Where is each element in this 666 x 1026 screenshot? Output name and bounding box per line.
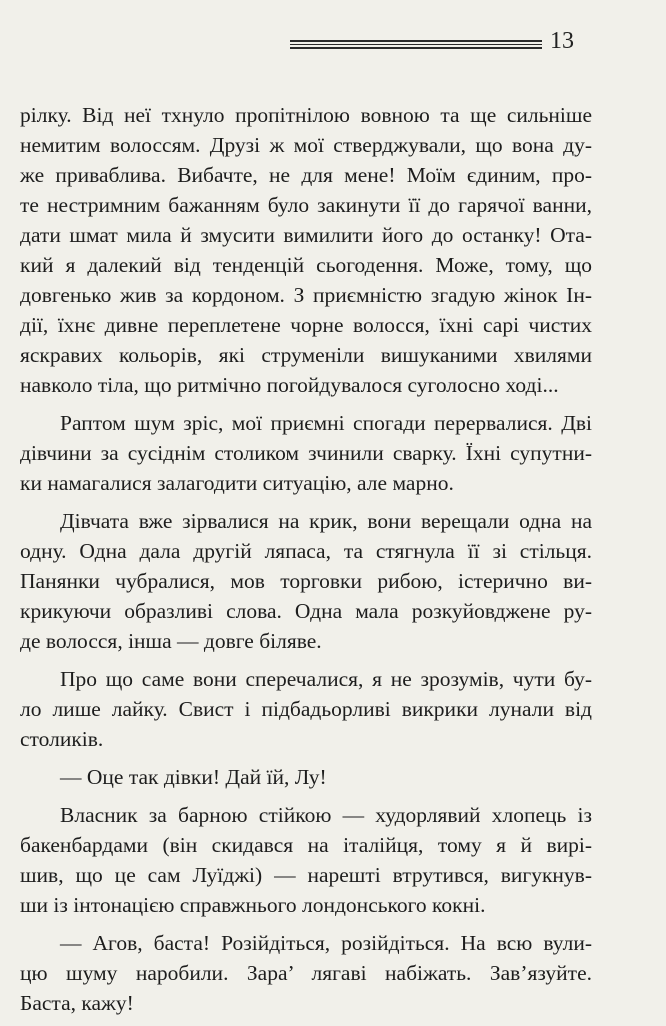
text-line: немитим волоссям. Друзі ж мої стверджували, що вона ду- [20, 133, 592, 157]
page-header [290, 24, 590, 64]
text-line: ки намагалися залагодити ситуацію, але марно. [20, 471, 454, 495]
text-line: навколо тіла, що ритмічно погойдувалося суголосно ході... [20, 373, 559, 397]
paragraph [20, 800, 592, 920]
text-line: столиків. [20, 727, 104, 751]
paragraph [20, 762, 592, 792]
paragraph [20, 408, 592, 498]
text-line: цю шуму наробили. Зара’ лягаві набіжать. Зав’язуйте. [20, 961, 592, 985]
text-line: — Оце так дівки! Дай їй, Лу! [60, 765, 327, 789]
header-rule-line [290, 44, 542, 45]
header-rule [290, 40, 542, 51]
text-line: шив, що це сам Луїджі) — нарешті втрутився, вигукнув- [20, 863, 592, 887]
paragraph [20, 664, 592, 754]
text-line: Панянки чубралися, мов торговки рибою, істерично ви- [20, 569, 592, 593]
text-line: — Агов, баста! Розійдіться, розійдіться. На всю вули- [60, 931, 592, 955]
text-line: Власник за барною стійкою — худорлявий хлопець із [60, 803, 592, 827]
page-number: 13 [550, 28, 574, 54]
text-line: ло лише лайку. Свист і підбадьорливі викрики лунали від [20, 697, 592, 721]
text-line: Раптом шум зріс, мої приємні спогади перервалися. Дві [60, 411, 592, 435]
text-line: довгенько жив за кордоном. З приємністю згадую жінок Ін- [20, 283, 592, 307]
text-line: ши із інтонацією справжнього лондонського кокні. [20, 893, 486, 917]
paragraph [20, 100, 592, 400]
text-line: яскравих кольорів, які струменіли вишуканими хвилями [20, 343, 592, 367]
text-line: Дівчата вже зірвалися на крик, вони верещали одна на [60, 509, 592, 533]
text-line: одну. Одна дала другій ляпаса, та стягнула її зі стільця. [20, 539, 592, 563]
text-line: дати шмат мила й змусити вимилити його до останку! Ота- [20, 223, 592, 247]
text-line: крикуючи образливі слова. Одна мала розкуйовджене ру- [20, 599, 592, 623]
text-line: Баста, кажу! [20, 991, 134, 1015]
text-line: кий я далекий від тенденцій сьогодення. Може, тому, що [20, 253, 592, 277]
text-line: дії, їхнє дивне переплетене чорне волосся, їхні сарі чистих [20, 313, 592, 337]
header-rule-line [290, 47, 542, 49]
text-line: рілку. Від неї тхнуло пропітнілою вовною та ще сильніше [20, 103, 592, 127]
header-rule-line [290, 40, 542, 42]
body-text [20, 100, 592, 1026]
text-line: де волосся, інша — довге біляве. [20, 629, 322, 653]
text-line: дівчини за сусіднім столиком зчинили сварку. Їхні супутни- [20, 441, 592, 465]
text-line: Про що саме вони сперечалися, я не зрозумів, чути бу- [60, 667, 592, 691]
text-line: же приваблива. Вибачте, не для мене! Моїм єдиним, про- [20, 163, 592, 187]
text-line: бакенбардами (він скидався на італійця, тому я й вирі- [20, 833, 592, 857]
paragraph [20, 928, 592, 1018]
text-line: те нестримним бажанням було закинути її до гарячої ванни, [20, 193, 592, 217]
paragraph [20, 506, 592, 656]
